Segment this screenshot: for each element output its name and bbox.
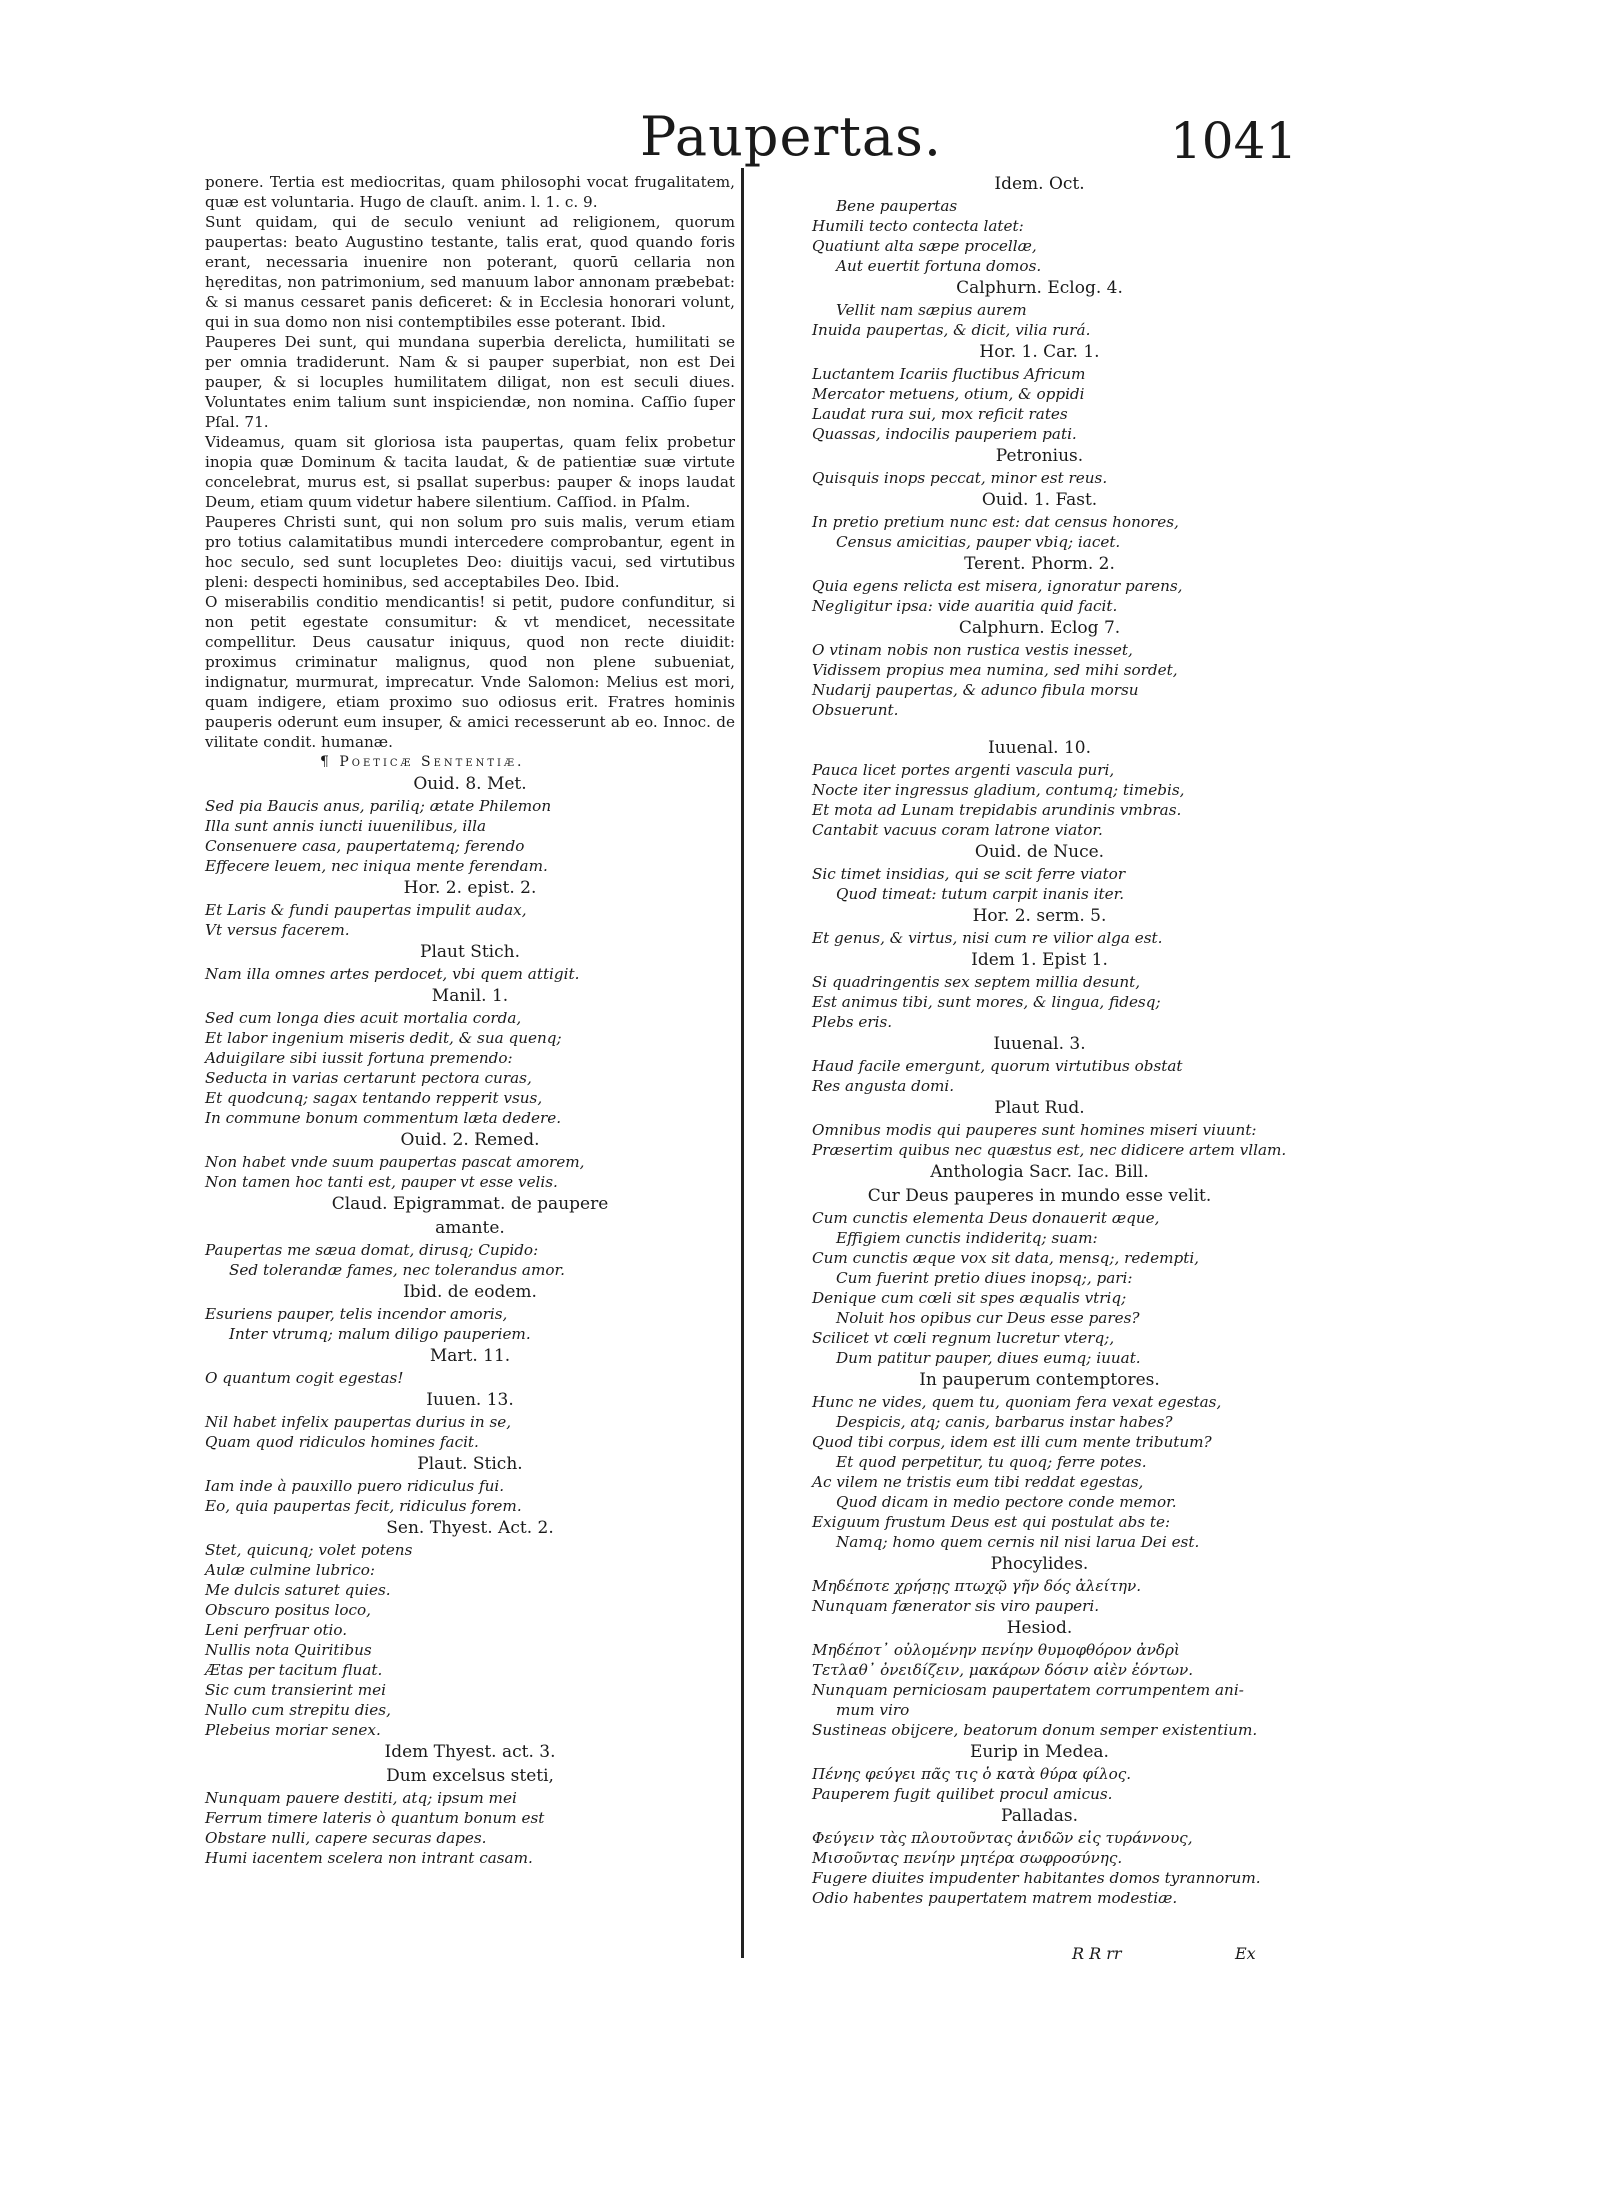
verse-line: Mercator metuens, otium, & oppidi xyxy=(812,385,1085,403)
verse-line: Et Laris & fundi paupertas impulit audax, xyxy=(205,901,527,919)
source-heading: Sen. Thyest. Act. 2. xyxy=(386,1518,554,1538)
source-heading: Claud. Epigrammat. de paupere xyxy=(331,1194,609,1214)
verse-line: Leni perfruar otio. xyxy=(205,1621,348,1639)
verse-line: Inter vtrumq; malum diligo pauperiem. xyxy=(229,1325,531,1343)
verse-line: Est animus tibi, sunt mores, & lingua, fidesq; xyxy=(812,993,1161,1011)
source-heading: Iuuen. 13. xyxy=(426,1390,514,1410)
source-heading: Hor. 2. serm. 5. xyxy=(972,906,1107,926)
verse-line: Nil habet infelix paupertas durius in se, xyxy=(205,1413,512,1431)
source-heading: Idem Thyest. act. 3. xyxy=(384,1742,556,1762)
verse-line: Πένης φεύγει πᾶς τις ὁ κατὰ θύρα φίλος. xyxy=(812,1765,1132,1783)
verse-line: Humili tecto contecta latet: xyxy=(812,217,1024,235)
source-heading: Eurip in Medea. xyxy=(970,1742,1109,1762)
verse-line: Me dulcis saturet quies. xyxy=(205,1581,391,1599)
verse-line: mum viro xyxy=(836,1701,910,1719)
verse-line: Cantabit vacuus coram latrone viator. xyxy=(812,821,1103,839)
verse-line: Nam illa omnes artes perdocet, vbi quem attigit. xyxy=(205,965,580,983)
verse-line: Aduigilare sibi iussit fortuna premendo: xyxy=(205,1049,513,1067)
verse-line: Quod dicam in medio pectore conde memor. xyxy=(836,1493,1177,1511)
verse-line: Nunquam perniciosam paupertatem corrumpentem ani- xyxy=(812,1681,1244,1699)
verse-line: Pauperem fugit quilibet procul amicus. xyxy=(812,1785,1113,1803)
verse-line: Vidissem propius mea numina, sed mihi sordet, xyxy=(812,661,1178,679)
source-heading: Idem. Oct. xyxy=(994,174,1085,194)
verse-line: Et genus, & virtus, nisi cum re vilior alga est. xyxy=(812,929,1163,947)
source-heading: Ouid. 2. Remed. xyxy=(400,1130,540,1150)
verse-line: Nocte iter ingressus gladium, contumq; timebis, xyxy=(812,781,1185,799)
verse-line: Ferrum timere lateris ò quantum bonum est xyxy=(205,1809,545,1827)
source-heading: Dum excelsus steti, xyxy=(386,1766,554,1786)
verse-line: Cum cunctis æque vox sit data, mensq;, redempti, xyxy=(812,1249,1199,1267)
verse-line: Fugere diuites impudenter habitantes domos tyrannorum. xyxy=(812,1869,1261,1887)
verse-line: Quod timeat: tutum carpit inanis iter. xyxy=(836,885,1125,903)
prose-paragraph: ponere. Tertia est mediocritas, quam philosophi vocat frugalitatem, quæ est voluntaria. Hugo de clauſt. anim. l. 1. c. 9. xyxy=(205,173,735,211)
source-heading: In pauperum contemptores. xyxy=(919,1370,1160,1390)
verse-line: Et quod perpetitur, tu quoq; ferre potes. xyxy=(836,1453,1147,1471)
verse-line: Et labor ingenium miseris dedit, & sua quenq; xyxy=(205,1029,562,1047)
verse-line: Haud facile emergunt, quorum virtutibus obstat xyxy=(812,1057,1183,1075)
verse-line: Effecere leuem, nec iniqua mente ferendam. xyxy=(205,857,548,875)
verse-line: Noluit hos opibus cur Deus esse pares? xyxy=(836,1309,1140,1327)
verse-line: Μηδέποτε χρήσῃς πτωχῷ γῆν δός ἀλείτην. xyxy=(812,1577,1142,1595)
verse-line: Μηδέποτ᾽ οὐλομένην πενίην θυμοφθόρον ἀνδρὶ xyxy=(812,1641,1180,1659)
verse-line: Obstare nulli, capere securas dapes. xyxy=(205,1829,487,1847)
right-column xyxy=(812,172,1287,1908)
source-heading: Plaut Stich. xyxy=(420,942,520,962)
verse-line: Sed pia Baucis anus, pariliq; ætate Philemon xyxy=(205,797,552,815)
prose-paragraph: Sunt quidam, qui de seculo veniunt ad religionem, quorum paupertas: beato Augustino testante, talis erat, quod quando foris erant, necessaria inuenire non poterant, quorū cellaria non hęreditas, non patrimonium, sed manuum labor annonam præbebat: & si manus cessaret panis deficeret: & in Ecclesia honorari volunt, qui in sua domo non nisi contemptibiles esse poterant. Ibid. xyxy=(205,213,735,331)
verse-line: Nullo cum strepitu dies, xyxy=(205,1701,391,1719)
verse-line: Quassas, indocilis pauperiem pati. xyxy=(812,425,1077,443)
source-heading: Hor. 1. Car. 1. xyxy=(979,342,1100,362)
source-heading: Phocylides. xyxy=(990,1554,1089,1574)
source-heading: Palladas. xyxy=(1001,1806,1078,1826)
verse-line: In commune bonum commentum læta dedere. xyxy=(205,1109,562,1127)
left-column xyxy=(205,172,735,1868)
verse-line: Plebeius moriar senex. xyxy=(205,1721,381,1739)
source-heading: Plaut. Stich. xyxy=(417,1454,523,1474)
verse-line: Ætas per tacitum fluat. xyxy=(205,1661,383,1679)
verse-line: Odio habentes paupertatem matrem modestiæ. xyxy=(812,1889,1178,1907)
verse-line: Obsuerunt. xyxy=(812,701,899,719)
source-heading: Hor. 2. epist. 2. xyxy=(403,878,537,898)
verse-line: Vt versus facerem. xyxy=(205,921,350,939)
verse-line: Plebs eris. xyxy=(812,1013,893,1031)
verse-line: Effigiem cunctis indideritq; suam: xyxy=(836,1229,1098,1247)
verse-line: Quatiunt alta sæpe procellæ, xyxy=(812,237,1037,255)
verse-line: Consenuere casa, paupertatemq; ferendo xyxy=(205,837,525,855)
prose-paragraph: Pauperes Dei sunt, qui mundana superbia derelicta, humilitati se per omnia tradiderunt. Nam & si pauper superbiat, non est Dei pauper, & si locuples humilitatem diligat, non est seculi diues. Voluntates enim talium sunt inspiciendæ, non nomina. Caſſio ſuper Pſal. 71. xyxy=(205,333,735,431)
verse-line: Φεύγειν τὰς πλουτοῦντας ἀνιδῶν εἰς τυράννους, xyxy=(812,1829,1193,1847)
verse-line: Dum patitur pauper, diues eumq; iuuat. xyxy=(836,1349,1141,1367)
source-heading: Ouid. 8. Met. xyxy=(413,774,527,794)
source-heading: Ouid. de Nuce. xyxy=(974,842,1105,862)
source-heading: amante. xyxy=(435,1218,505,1238)
verse-line: Obscuro positus loco, xyxy=(205,1601,371,1619)
verse-line: Sustineas obijcere, beatorum donum semper existentium. xyxy=(812,1721,1258,1739)
source-heading: Ibid. de eodem. xyxy=(403,1282,537,1302)
verse-line: Namq; homo quem cernis nil nisi larua Dei est. xyxy=(836,1533,1200,1551)
verse-line: Sic timet insidias, qui se scit ferre viator xyxy=(812,865,1126,883)
verse-line: Iam inde à pauxillo puero ridiculus fui. xyxy=(205,1477,505,1495)
verse-line: Esuriens pauper, telis incendor amoris, xyxy=(205,1305,508,1323)
verse-line: Quam quod ridiculos homines facit. xyxy=(205,1433,479,1451)
verse-line: Census amicitias, pauper vbiq; iacet. xyxy=(836,533,1121,551)
verse-line: Laudat rura sui, mox reficit rates xyxy=(812,405,1068,423)
prose-paragraph: Pauperes Christi sunt, qui non solum pro suis malis, verum etiam pro totius calamitatibus mundi intercedere comprobantur, egent in hoc seculo, sed sunt locupletes Deo: diuitijs vacui, sed virtutibus pleni: despecti hominibus, sed acceptabiles Deo. Ibid. xyxy=(205,513,735,591)
verse-line: Ac vilem ne tristis eum tibi reddat egestas, xyxy=(812,1473,1144,1491)
verse-line: Sed cum longa dies acuit mortalia corda, xyxy=(205,1009,522,1027)
verse-line: Nunquam pauere destiti, atq; ipsum mei xyxy=(205,1789,517,1807)
source-heading: Hesiod. xyxy=(1006,1618,1073,1638)
source-heading: Plaut Rud. xyxy=(994,1098,1085,1118)
verse-line: Omnibus modis qui pauperes sunt homines miseri viuunt: xyxy=(812,1121,1257,1139)
prose-paragraph: Videamus, quam sit gloriosa ista paupertas, quam felix probetur inopia quæ Dominum & tacita laudat, & de patientiæ suæ virtute concelebrat, murus est, si psallat superbus: pauper & inops laudat Deum, etiam quum videtur habere silentium. Caſſiod. in Pſalm. xyxy=(205,433,735,511)
verse-line: Quod tibi corpus, idem est illi cum mente tributum? xyxy=(812,1433,1212,1451)
source-heading: Iuuenal. 3. xyxy=(993,1034,1086,1054)
signature-mark: R R rr xyxy=(1072,1944,1122,1963)
source-heading: Idem 1. Epist 1. xyxy=(971,950,1108,970)
verse-line: Sed tolerandæ fames, nec tolerandus amor. xyxy=(229,1261,565,1279)
source-heading: Manil. 1. xyxy=(431,986,509,1006)
verse-line: Luctantem Icariis fluctibus Africum xyxy=(812,365,1086,383)
section-heading: ¶ Poeticæ Sententiæ. xyxy=(320,754,525,770)
verse-line: Hunc ne vides, quem tu, quoniam fera vexat egestas, xyxy=(812,1393,1222,1411)
verse-line: Denique cum cœli sit spes æqualis vtriq; xyxy=(812,1289,1127,1307)
verse-line: Præsertim quibus nec quæstus est, nec didicere artem vllam. xyxy=(812,1141,1287,1159)
verse-line: Exiguum frustum Deus est qui postulat abs te: xyxy=(812,1513,1171,1531)
verse-line: Scilicet vt cœli regnum lucretur vterq;, xyxy=(812,1329,1115,1347)
verse-line: Inuida paupertas, & dicit, vilia rurá. xyxy=(812,321,1091,339)
verse-line: Paupertas me sæua domat, dirusq; Cupido: xyxy=(205,1241,539,1259)
verse-line: Τετλαθ᾽ ὀνειδίζειν, μακάρων δόσιν αἰὲν ἐόντων. xyxy=(812,1661,1194,1679)
verse-line: Pauca licet portes argenti vascula puri, xyxy=(812,761,1115,779)
page-number: 1041 xyxy=(1170,112,1298,170)
prose-paragraph: O miserabilis conditio mendicantis! si petit, pudore confunditur, si non petit egestate consumitur: & vt mendicet, necessitate compellitur. Deus causatur iniquus, quod non recte diuidit: proximus criminatur malignus, quod non plene subueniat, indignatur, murmurat, imprecatur. Vnde Salomon: Melius est mori, quam indigere, etiam proximo suo odiosus erit. Fratres hominis pauperis oderunt eum insuper, & amici recesserunt ab eo. Innoc. de vilitate condit. humanæ. xyxy=(205,593,735,751)
verse-line: Nullis nota Quiritibus xyxy=(205,1641,372,1659)
running-head-title: Paupertas. xyxy=(640,105,942,168)
verse-line: Despicis, atq; canis, barbarus instar habes? xyxy=(836,1413,1173,1431)
source-heading: Cur Deus pauperes in mundo esse velit. xyxy=(867,1186,1212,1206)
verse-line: Quisquis inops peccat, minor est reus. xyxy=(812,469,1108,487)
verse-line: Bene paupertas xyxy=(836,197,958,215)
verse-line: Humi iacentem scelera non intrant casam. xyxy=(205,1849,533,1867)
spacer xyxy=(812,720,1267,736)
verse-line: Quia egens relicta est misera, ignoratur parens, xyxy=(812,577,1183,595)
verse-line: Aut euertit fortuna domos. xyxy=(836,257,1042,275)
source-heading: Anthologia Sacr. Iac. Bill. xyxy=(930,1162,1149,1182)
verse-line: Et mota ad Lunam trepidabis arundinis vmbras. xyxy=(812,801,1182,819)
catchword: Ex xyxy=(1235,1944,1256,1963)
source-heading: Petronius. xyxy=(995,446,1084,466)
verse-line: Stet, quicunq; volet potens xyxy=(205,1541,413,1559)
verse-line: O vtinam nobis non rustica vestis inesset, xyxy=(812,641,1133,659)
verse-line: Non tamen hoc tanti est, pauper vt esse velis. xyxy=(205,1173,558,1191)
verse-line: Aulæ culmine lubrico: xyxy=(205,1561,375,1579)
column-divider xyxy=(741,168,744,1958)
verse-line: Nunquam fænerator sis viro pauperi. xyxy=(812,1597,1100,1615)
verse-line: Cum cunctis elementa Deus donauerit æque, xyxy=(812,1209,1160,1227)
source-heading: Mart. 11. xyxy=(429,1346,511,1366)
verse-line: Si quadringentis sex septem millia desunt, xyxy=(812,973,1141,991)
verse-line: Eo, quia paupertas fecit, ridiculus forem. xyxy=(205,1497,522,1515)
verse-line: O quantum cogit egestas! xyxy=(205,1369,404,1387)
verse-line: Non habet vnde suum paupertas pascat amorem, xyxy=(205,1153,585,1171)
verse-line: Μισοῦντας πενίην μητέρα σωφροσύνης. xyxy=(812,1849,1123,1867)
verse-line: Vellit nam sæpius aurem xyxy=(836,301,1027,319)
verse-line: In pretio pretium nunc est: dat census honores, xyxy=(812,513,1179,531)
verse-line: Res angusta domi. xyxy=(812,1077,955,1095)
source-heading: Calphurn. Eclog 7. xyxy=(958,618,1121,638)
verse-line: Seducta in varias certarunt pectora curas, xyxy=(205,1069,532,1087)
source-heading: Iuuenal. 10. xyxy=(987,738,1092,758)
verse-line: Et quodcunq; sagax tentando repperit vsus, xyxy=(205,1089,543,1107)
verse-line: Negligitur ipsa: vide auaritia quid facit. xyxy=(812,597,1118,615)
verse-line: Nudarij paupertas, & adunco fibula morsu xyxy=(812,681,1139,699)
source-heading: Ouid. 1. Fast. xyxy=(981,490,1098,510)
source-heading: Terent. Phorm. 2. xyxy=(964,554,1115,574)
source-heading: Calphurn. Eclog. 4. xyxy=(956,278,1123,298)
verse-line: Sic cum transierint mei xyxy=(205,1681,387,1699)
verse-line: Cum fuerint pretio diues inopsq;, pari: xyxy=(836,1269,1133,1287)
verse-line: Illa sunt annis iuncti iuuenilibus, illa xyxy=(205,817,487,835)
